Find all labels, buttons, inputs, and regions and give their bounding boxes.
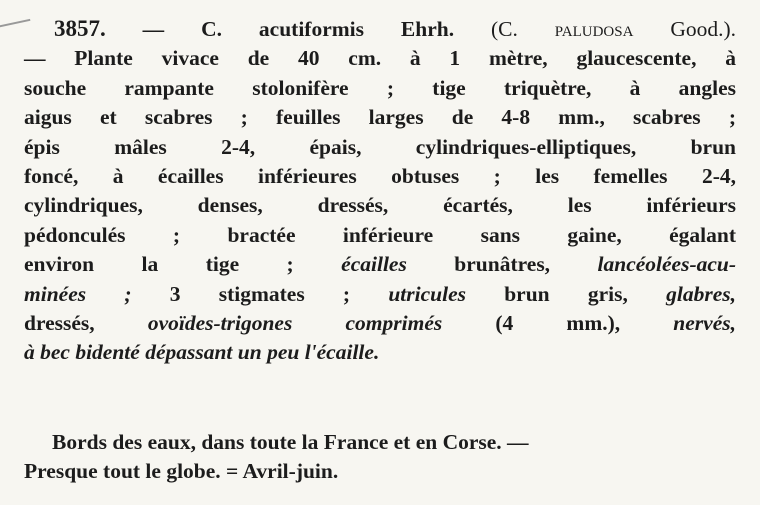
synonym-open: (C. [491, 17, 518, 41]
description-line [24, 309, 736, 338]
text-run: brunâtres, [454, 252, 551, 277]
entry-heading-line [24, 14, 736, 44]
description-line [24, 338, 736, 367]
description-line [24, 250, 736, 279]
description-line: — Plante vivace de 40 cm. à 1 mètre, glaucescente, à [24, 46, 736, 71]
text-run: dressés, [24, 311, 95, 336]
species-number: 3857. [54, 16, 106, 41]
text-run: (4 mm.), [495, 311, 621, 336]
species-entry [24, 14, 736, 368]
description-line: foncé, à écailles inférieures obtuses ; les femelles 2-4, [24, 164, 736, 189]
italic-run: lancéolées-acu- [597, 252, 737, 277]
italic-run: utricules [388, 281, 466, 306]
distribution-paragraph [24, 428, 736, 487]
description-line [24, 280, 736, 309]
italic-run: glabres, [666, 281, 736, 306]
text-run: environ la tige ; [24, 252, 294, 277]
heading-dash: — [142, 17, 165, 41]
italic-run: à bec bidenté dépassant un peu l'écaille. [24, 340, 380, 365]
distribution-line: Presque tout le globe. = Avril-juin. [24, 459, 339, 484]
text-run: 3 stigmates ; [169, 281, 351, 306]
description-line: souche rampante stolonifère ; tige triquètre, à angles [24, 75, 736, 100]
italic-run: écailles [341, 252, 407, 277]
italic-run: nervés, [673, 311, 736, 336]
description-line: aigus et scabres ; feuilles larges de 4-8 mm., scabres ; [24, 105, 736, 130]
synonym-author: Good.). [670, 17, 737, 41]
species-name: C. acutiformis Ehrh. [201, 17, 455, 41]
distribution-line: Bords des eaux, dans toute la France et en Corse. — [52, 430, 529, 454]
italic-run: minées ; [24, 281, 132, 306]
description-line: cylindriques, denses, dressés, écartés, les inférieurs [24, 193, 736, 218]
synonym-name: paludosa [554, 17, 634, 41]
description-line: pédonculés ; bractée inférieure sans gaine, égalant [24, 222, 736, 247]
description-line: épis mâles 2-4, épais, cylindriques-elliptiques, brun [24, 134, 736, 159]
italic-run: ovoïdes-trigones comprimés [147, 311, 443, 336]
text-run: brun gris, [504, 281, 628, 306]
